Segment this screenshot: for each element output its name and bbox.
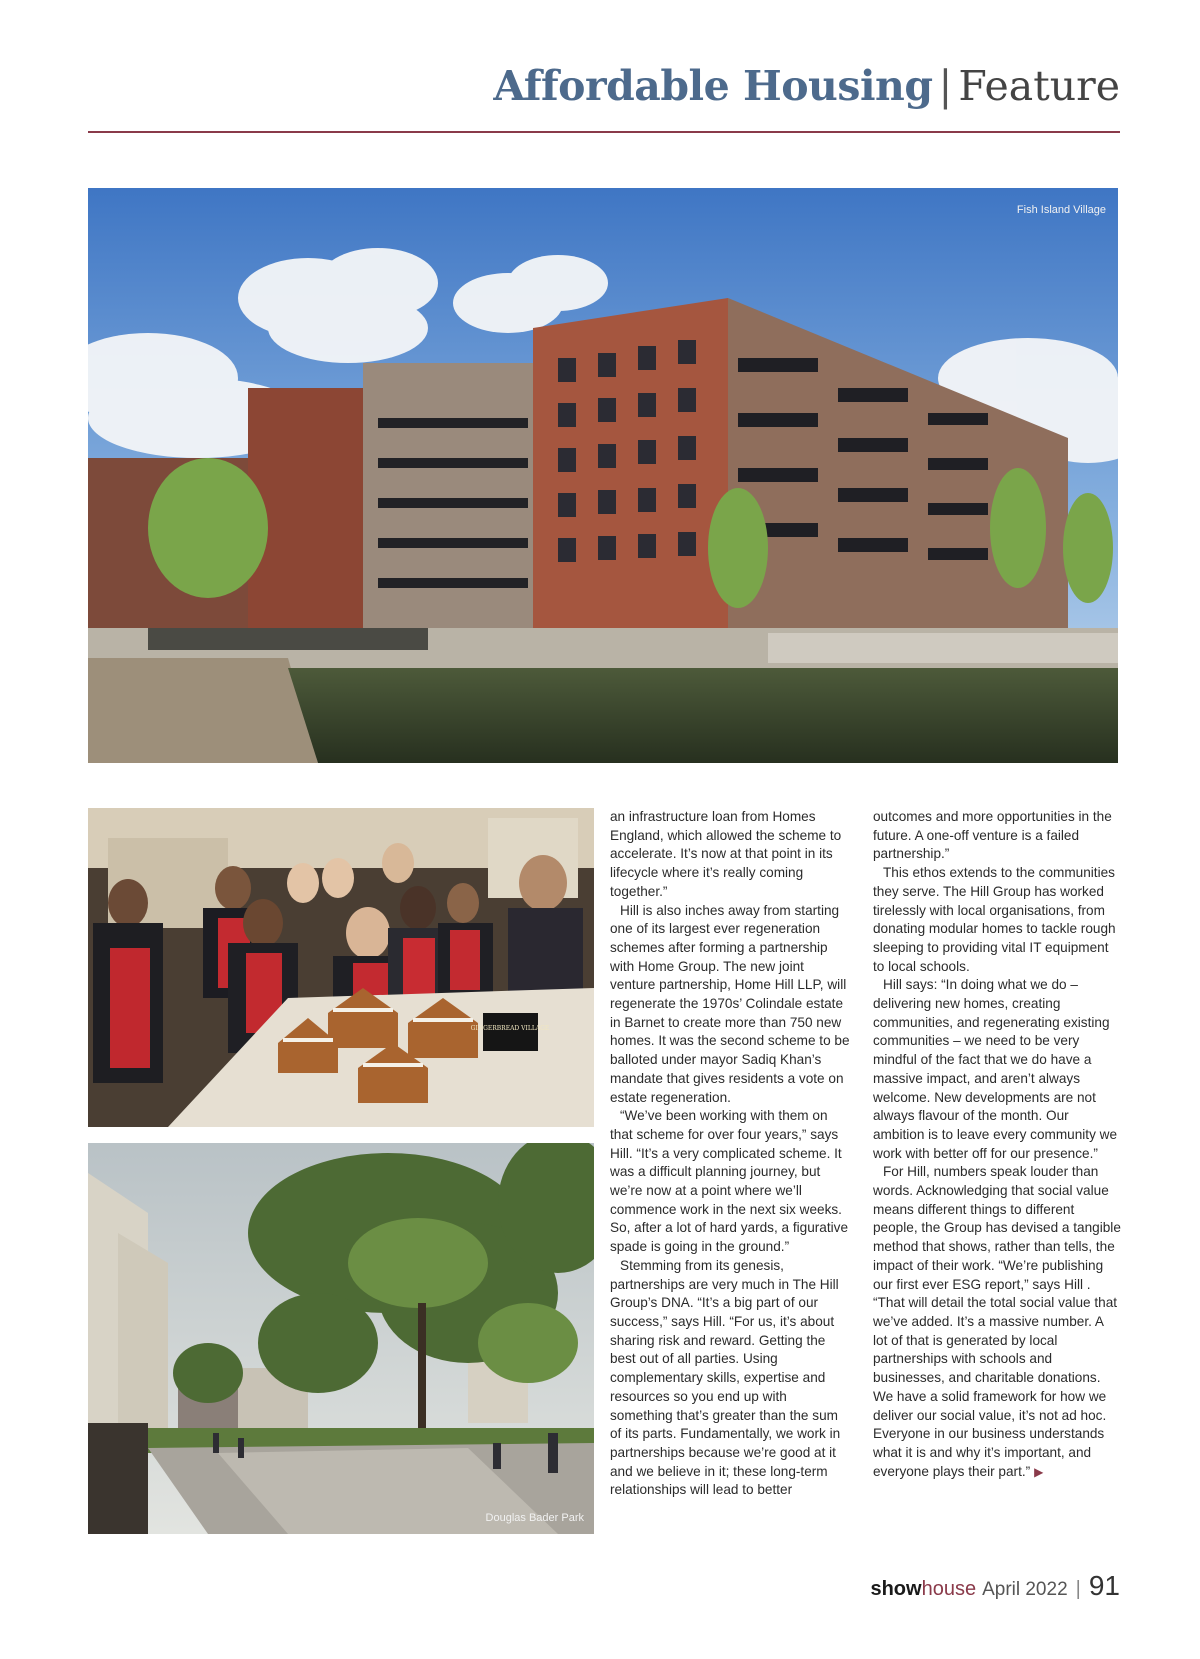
school-photo-art bbox=[88, 808, 594, 1127]
page-header bbox=[88, 62, 1120, 132]
hero-photo-art bbox=[88, 188, 1118, 763]
paragraph: Hill says: “In doing what we do – delivering new homes, creating communities, and regenerating existing communities – we need to be very mindful of the fact that we do have a massive impact, and aren’t always welcome. New developments are not always flavour of the month. Our ambition is to leave every community we work with better off for our presence.” bbox=[873, 977, 1118, 1161]
render-photo-caption: Douglas Bader Park bbox=[485, 1512, 584, 1524]
section-title: Affordable Housing bbox=[493, 62, 933, 110]
gingerbread-sign-text: GINGERBREAD VILLAGE bbox=[470, 1025, 550, 1032]
footer-separator: | bbox=[1075, 1578, 1081, 1600]
school-gingerbread-photo bbox=[88, 808, 594, 1127]
article-column-1 bbox=[610, 808, 850, 1500]
page-number: 91 bbox=[1088, 1570, 1120, 1601]
brand-house: house bbox=[921, 1578, 977, 1600]
end-of-article-triangle-icon: ▶ bbox=[1034, 1464, 1044, 1479]
title-separator: | bbox=[938, 62, 953, 110]
paragraph: This ethos extends to the communities they serve. The Hill Group has worked tirelessly with local organisations, from donating modular homes to tackle rough sleeping to providing vital IT equipment to local schools. bbox=[873, 865, 1116, 974]
header-rule bbox=[88, 131, 1120, 133]
paragraph: For Hill, numbers speak louder than words. Acknowledging that social value means different things to different people, the Group has devised a tangible method that shows, rather than tells, the impact of their work. “We’re publishing our first ever ESG report,” says Hill . “That will detail the total social value that we’ve added. It’s a massive number. A lot of that is generated by local partnerships with schools and businesses, and charitable donations. We have a solid framework for how we deliver our social value, it’s not ad hoc. Everyone in our business understands what it is and why it’s important, and everyone plays their part.” bbox=[873, 1164, 1121, 1479]
hero-photo-fish-island-village bbox=[88, 188, 1118, 763]
paragraph: Stemming from its genesis, partnerships are very much in The Hill Group’s DNA. “It’s a big part of our success,” says Hill. “For us, it’s about sharing risk and reward. Getting the best out of all parties. Using complementary skills, expertise and resources so you end up with something that’s greater than the sum of its parts. Fundamentally, we work in partnerships because we’re good at it and we believe in it; these long-term relationships will lead to better bbox=[610, 1257, 841, 1498]
paragraph: an infrastructure loan from Homes England, which allowed the scheme to accelerate. It’s now at that point in its lifecycle where it’s really coming together.” bbox=[610, 809, 842, 899]
hero-photo-caption: Fish Island Village bbox=[1016, 204, 1106, 216]
brand-show: show bbox=[870, 1578, 922, 1600]
douglas-bader-park-render bbox=[88, 1143, 594, 1534]
issue-date: April 2022 bbox=[982, 1579, 1068, 1600]
section-subtitle: Feature bbox=[958, 62, 1120, 110]
paragraph: outcomes and more opportunities in the future. A one-off venture is a failed partnership.” bbox=[873, 809, 1112, 862]
render-photo-art bbox=[88, 1143, 594, 1534]
paragraph: “We’ve been working with them on that scheme for over four years,” says Hill. “It’s a very complicated scheme. It was a difficult planning journey, but we’re now at a point where we’ll commence work in the next six weeks. So, after a lot of hard yards, a figurative spade is going in the ground.” bbox=[610, 1108, 849, 1255]
paragraph: Hill is also inches away from starting one of its largest ever regeneration schemes after forming a partnership with Home Group. The new joint venture partnership, Home Hill LLP, will regenerate the 1970s’ Colindale estate in Barnet to create more than 750 new homes. It was the second scheme to be balloted under mayor Sadiq Khan’s mandate that gives residents a vote on estate regeneration. bbox=[610, 902, 850, 1105]
page-footer bbox=[870, 1570, 1120, 1604]
article-column-2 bbox=[873, 808, 1121, 1481]
